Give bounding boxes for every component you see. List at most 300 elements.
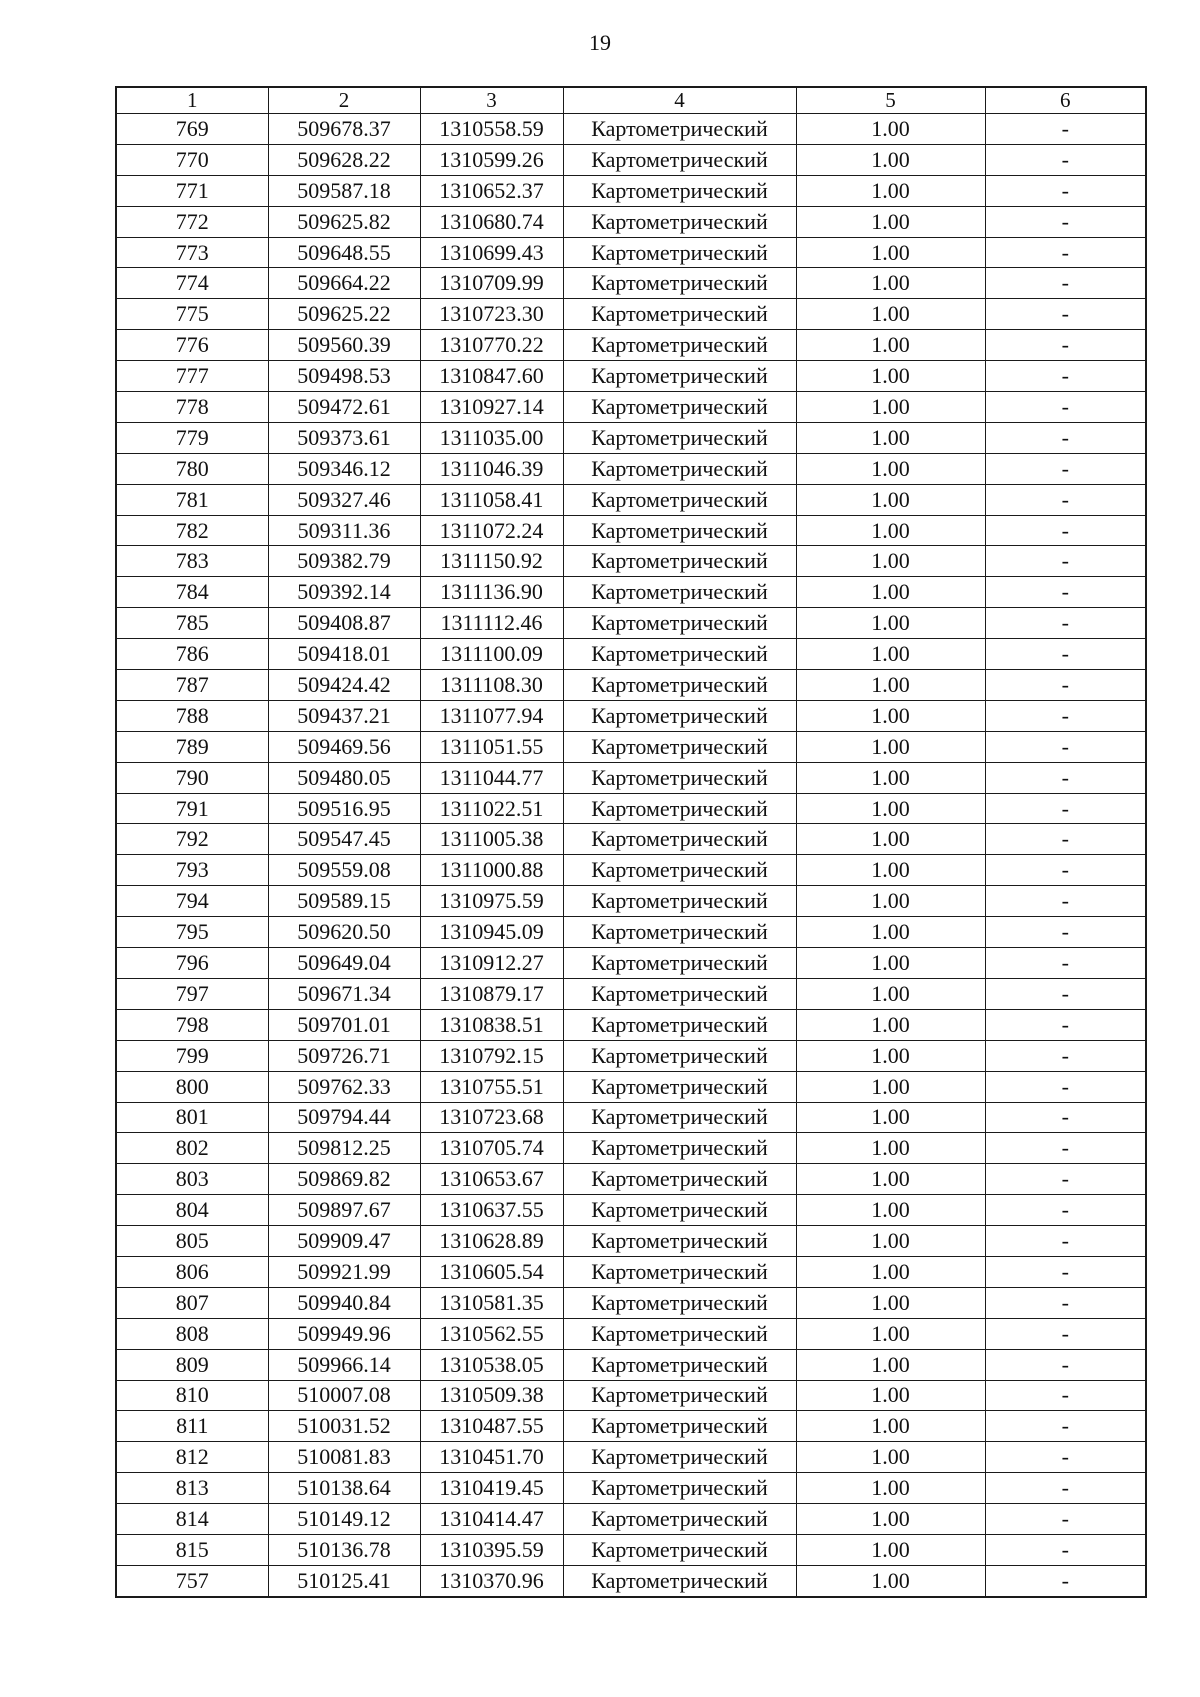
cell-x-coordinate: 509620.50 xyxy=(268,917,420,948)
cell-x-coordinate: 510138.64 xyxy=(268,1473,420,1504)
cell-y-coordinate: 1311136.90 xyxy=(420,577,563,608)
table-row xyxy=(116,639,1146,670)
column-header-2: 2 xyxy=(268,87,420,114)
cell-point-number: 789 xyxy=(116,731,268,762)
cell-accuracy: 1.00 xyxy=(796,1380,985,1411)
cell-accuracy: 1.00 xyxy=(796,144,985,175)
cell-note: - xyxy=(985,1102,1146,1133)
cell-note: - xyxy=(985,1195,1146,1226)
cell-point-number: 793 xyxy=(116,855,268,886)
cell-y-coordinate: 1310792.15 xyxy=(420,1040,563,1071)
coordinates-table xyxy=(115,86,1147,1598)
cell-point-number: 774 xyxy=(116,268,268,299)
cell-note: - xyxy=(985,515,1146,546)
cell-accuracy: 1.00 xyxy=(796,824,985,855)
cell-y-coordinate: 1311108.30 xyxy=(420,670,563,701)
cell-point-number: 777 xyxy=(116,361,268,392)
table-row xyxy=(116,855,1146,886)
cell-y-coordinate: 1310975.59 xyxy=(420,886,563,917)
cell-y-coordinate: 1311051.55 xyxy=(420,731,563,762)
cell-accuracy: 1.00 xyxy=(796,1195,985,1226)
cell-x-coordinate: 509664.22 xyxy=(268,268,420,299)
cell-x-coordinate: 509373.61 xyxy=(268,422,420,453)
cell-note: - xyxy=(985,978,1146,1009)
table-row xyxy=(116,1133,1146,1164)
cell-x-coordinate: 510081.83 xyxy=(268,1442,420,1473)
cell-method: Картометрический xyxy=(563,361,796,392)
cell-x-coordinate: 509327.46 xyxy=(268,484,420,515)
table-row xyxy=(116,948,1146,979)
cell-accuracy: 1.00 xyxy=(796,1349,985,1380)
cell-note: - xyxy=(985,361,1146,392)
table-row xyxy=(116,1565,1146,1596)
cell-y-coordinate: 1310879.17 xyxy=(420,978,563,1009)
cell-method: Картометрический xyxy=(563,1133,796,1164)
cell-method: Картометрический xyxy=(563,206,796,237)
table-row xyxy=(116,1009,1146,1040)
cell-x-coordinate: 509472.61 xyxy=(268,392,420,423)
table-row xyxy=(116,978,1146,1009)
cell-note: - xyxy=(985,1504,1146,1535)
table-row xyxy=(116,206,1146,237)
cell-accuracy: 1.00 xyxy=(796,453,985,484)
cell-y-coordinate: 1310770.22 xyxy=(420,330,563,361)
cell-accuracy: 1.00 xyxy=(796,1287,985,1318)
cell-y-coordinate: 1311046.39 xyxy=(420,453,563,484)
cell-method: Картометрический xyxy=(563,670,796,701)
cell-x-coordinate: 509418.01 xyxy=(268,639,420,670)
cell-y-coordinate: 1310538.05 xyxy=(420,1349,563,1380)
cell-point-number: 775 xyxy=(116,299,268,330)
cell-y-coordinate: 1310419.45 xyxy=(420,1473,563,1504)
table-row xyxy=(116,237,1146,268)
cell-y-coordinate: 1310581.35 xyxy=(420,1287,563,1318)
cell-method: Картометрический xyxy=(563,392,796,423)
cell-point-number: 776 xyxy=(116,330,268,361)
table-row xyxy=(116,546,1146,577)
cell-point-number: 798 xyxy=(116,1009,268,1040)
cell-method: Картометрический xyxy=(563,824,796,855)
cell-note: - xyxy=(985,700,1146,731)
cell-point-number: 808 xyxy=(116,1318,268,1349)
cell-x-coordinate: 509794.44 xyxy=(268,1102,420,1133)
cell-note: - xyxy=(985,855,1146,886)
cell-accuracy: 1.00 xyxy=(796,515,985,546)
table-row xyxy=(116,1380,1146,1411)
cell-method: Картометрический xyxy=(563,1009,796,1040)
cell-note: - xyxy=(985,670,1146,701)
cell-accuracy: 1.00 xyxy=(796,299,985,330)
table-row xyxy=(116,1349,1146,1380)
cell-point-number: 781 xyxy=(116,484,268,515)
cell-accuracy: 1.00 xyxy=(796,1040,985,1071)
table-row xyxy=(116,392,1146,423)
cell-x-coordinate: 509701.01 xyxy=(268,1009,420,1040)
cell-accuracy: 1.00 xyxy=(796,886,985,917)
cell-accuracy: 1.00 xyxy=(796,237,985,268)
cell-point-number: 811 xyxy=(116,1411,268,1442)
table-row xyxy=(116,1411,1146,1442)
cell-method: Картометрический xyxy=(563,1102,796,1133)
cell-point-number: 795 xyxy=(116,917,268,948)
cell-note: - xyxy=(985,268,1146,299)
table-row xyxy=(116,1256,1146,1287)
cell-x-coordinate: 509671.34 xyxy=(268,978,420,1009)
cell-y-coordinate: 1310370.96 xyxy=(420,1565,563,1596)
cell-x-coordinate: 509678.37 xyxy=(268,114,420,145)
cell-note: - xyxy=(985,206,1146,237)
cell-note: - xyxy=(985,1133,1146,1164)
cell-method: Картометрический xyxy=(563,639,796,670)
cell-x-coordinate: 509469.56 xyxy=(268,731,420,762)
cell-y-coordinate: 1310451.70 xyxy=(420,1442,563,1473)
cell-note: - xyxy=(985,422,1146,453)
cell-method: Картометрический xyxy=(563,793,796,824)
cell-y-coordinate: 1311058.41 xyxy=(420,484,563,515)
cell-note: - xyxy=(985,175,1146,206)
cell-y-coordinate: 1310847.60 xyxy=(420,361,563,392)
cell-y-coordinate: 1310637.55 xyxy=(420,1195,563,1226)
cell-point-number: 794 xyxy=(116,886,268,917)
cell-method: Картометрический xyxy=(563,515,796,546)
cell-x-coordinate: 509560.39 xyxy=(268,330,420,361)
cell-point-number: 807 xyxy=(116,1287,268,1318)
cell-method: Картометрический xyxy=(563,1411,796,1442)
table-row xyxy=(116,299,1146,330)
cell-y-coordinate: 1310562.55 xyxy=(420,1318,563,1349)
cell-accuracy: 1.00 xyxy=(796,484,985,515)
cell-y-coordinate: 1310653.67 xyxy=(420,1164,563,1195)
cell-note: - xyxy=(985,917,1146,948)
table-header xyxy=(116,87,1146,114)
table-row xyxy=(116,175,1146,206)
cell-note: - xyxy=(985,639,1146,670)
cell-point-number: 805 xyxy=(116,1226,268,1257)
table-row xyxy=(116,1071,1146,1102)
cell-y-coordinate: 1310414.47 xyxy=(420,1504,563,1535)
cell-y-coordinate: 1311035.00 xyxy=(420,422,563,453)
table-row xyxy=(116,886,1146,917)
cell-note: - xyxy=(985,793,1146,824)
cell-x-coordinate: 509921.99 xyxy=(268,1256,420,1287)
cell-x-coordinate: 509966.14 xyxy=(268,1349,420,1380)
cell-x-coordinate: 509480.05 xyxy=(268,762,420,793)
cell-accuracy: 1.00 xyxy=(796,1009,985,1040)
cell-point-number: 778 xyxy=(116,392,268,423)
table-row xyxy=(116,577,1146,608)
cell-note: - xyxy=(985,886,1146,917)
cell-point-number: 787 xyxy=(116,670,268,701)
table-row xyxy=(116,1164,1146,1195)
cell-point-number: 770 xyxy=(116,144,268,175)
cell-y-coordinate: 1311022.51 xyxy=(420,793,563,824)
table-row xyxy=(116,793,1146,824)
cell-accuracy: 1.00 xyxy=(796,1534,985,1565)
cell-y-coordinate: 1310652.37 xyxy=(420,175,563,206)
cell-x-coordinate: 509628.22 xyxy=(268,144,420,175)
cell-point-number: 786 xyxy=(116,639,268,670)
cell-point-number: 814 xyxy=(116,1504,268,1535)
column-header-6: 6 xyxy=(985,87,1146,114)
cell-point-number: 757 xyxy=(116,1565,268,1596)
cell-y-coordinate: 1310599.26 xyxy=(420,144,563,175)
cell-y-coordinate: 1310838.51 xyxy=(420,1009,563,1040)
cell-accuracy: 1.00 xyxy=(796,670,985,701)
cell-method: Картометрический xyxy=(563,422,796,453)
cell-point-number: 773 xyxy=(116,237,268,268)
cell-point-number: 813 xyxy=(116,1473,268,1504)
cell-x-coordinate: 509648.55 xyxy=(268,237,420,268)
cell-method: Картометрический xyxy=(563,731,796,762)
cell-method: Картометрический xyxy=(563,484,796,515)
cell-accuracy: 1.00 xyxy=(796,577,985,608)
cell-note: - xyxy=(985,1534,1146,1565)
cell-accuracy: 1.00 xyxy=(796,978,985,1009)
cell-x-coordinate: 509587.18 xyxy=(268,175,420,206)
cell-note: - xyxy=(985,1071,1146,1102)
cell-method: Картометрический xyxy=(563,175,796,206)
cell-accuracy: 1.00 xyxy=(796,1318,985,1349)
cell-method: Картометрический xyxy=(563,1442,796,1473)
cell-y-coordinate: 1310755.51 xyxy=(420,1071,563,1102)
cell-method: Картометрический xyxy=(563,1504,796,1535)
table-row xyxy=(116,515,1146,546)
cell-accuracy: 1.00 xyxy=(796,206,985,237)
cell-y-coordinate: 1310723.68 xyxy=(420,1102,563,1133)
cell-method: Картометрический xyxy=(563,546,796,577)
cell-accuracy: 1.00 xyxy=(796,175,985,206)
cell-accuracy: 1.00 xyxy=(796,1226,985,1257)
cell-point-number: 810 xyxy=(116,1380,268,1411)
cell-note: - xyxy=(985,484,1146,515)
table-row xyxy=(116,762,1146,793)
cell-x-coordinate: 509424.42 xyxy=(268,670,420,701)
cell-accuracy: 1.00 xyxy=(796,1256,985,1287)
cell-note: - xyxy=(985,1009,1146,1040)
cell-note: - xyxy=(985,330,1146,361)
cell-y-coordinate: 1310705.74 xyxy=(420,1133,563,1164)
cell-note: - xyxy=(985,1164,1146,1195)
cell-accuracy: 1.00 xyxy=(796,608,985,639)
cell-method: Картометрический xyxy=(563,1256,796,1287)
cell-accuracy: 1.00 xyxy=(796,546,985,577)
cell-y-coordinate: 1310509.38 xyxy=(420,1380,563,1411)
cell-x-coordinate: 509392.14 xyxy=(268,577,420,608)
table-row xyxy=(116,1226,1146,1257)
cell-y-coordinate: 1311000.88 xyxy=(420,855,563,886)
cell-y-coordinate: 1311150.92 xyxy=(420,546,563,577)
cell-y-coordinate: 1310699.43 xyxy=(420,237,563,268)
cell-y-coordinate: 1311077.94 xyxy=(420,700,563,731)
table-row xyxy=(116,670,1146,701)
cell-accuracy: 1.00 xyxy=(796,1102,985,1133)
column-header-1: 1 xyxy=(116,87,268,114)
cell-point-number: 769 xyxy=(116,114,268,145)
cell-x-coordinate: 509726.71 xyxy=(268,1040,420,1071)
cell-point-number: 782 xyxy=(116,515,268,546)
cell-x-coordinate: 509408.87 xyxy=(268,608,420,639)
cell-point-number: 783 xyxy=(116,546,268,577)
cell-method: Картометрический xyxy=(563,948,796,979)
cell-x-coordinate: 509625.82 xyxy=(268,206,420,237)
cell-x-coordinate: 510007.08 xyxy=(268,1380,420,1411)
cell-method: Картометрический xyxy=(563,268,796,299)
cell-method: Картометрический xyxy=(563,577,796,608)
table-row xyxy=(116,824,1146,855)
cell-y-coordinate: 1311005.38 xyxy=(420,824,563,855)
cell-point-number: 796 xyxy=(116,948,268,979)
cell-y-coordinate: 1311072.24 xyxy=(420,515,563,546)
header-row xyxy=(116,87,1146,114)
cell-y-coordinate: 1311100.09 xyxy=(420,639,563,670)
cell-x-coordinate: 509498.53 xyxy=(268,361,420,392)
cell-accuracy: 1.00 xyxy=(796,731,985,762)
cell-x-coordinate: 509589.15 xyxy=(268,886,420,917)
cell-note: - xyxy=(985,1287,1146,1318)
cell-note: - xyxy=(985,1349,1146,1380)
cell-accuracy: 1.00 xyxy=(796,793,985,824)
cell-note: - xyxy=(985,1318,1146,1349)
cell-accuracy: 1.00 xyxy=(796,1071,985,1102)
cell-point-number: 772 xyxy=(116,206,268,237)
cell-y-coordinate: 1310927.14 xyxy=(420,392,563,423)
cell-note: - xyxy=(985,453,1146,484)
cell-accuracy: 1.00 xyxy=(796,1442,985,1473)
cell-method: Картометрический xyxy=(563,700,796,731)
cell-x-coordinate: 510149.12 xyxy=(268,1504,420,1535)
cell-point-number: 803 xyxy=(116,1164,268,1195)
cell-accuracy: 1.00 xyxy=(796,330,985,361)
cell-note: - xyxy=(985,762,1146,793)
cell-point-number: 809 xyxy=(116,1349,268,1380)
cell-x-coordinate: 509869.82 xyxy=(268,1164,420,1195)
cell-accuracy: 1.00 xyxy=(796,1473,985,1504)
table-row xyxy=(116,1473,1146,1504)
table-row xyxy=(116,484,1146,515)
cell-x-coordinate: 509311.36 xyxy=(268,515,420,546)
table-row xyxy=(116,1102,1146,1133)
cell-point-number: 815 xyxy=(116,1534,268,1565)
cell-y-coordinate: 1310605.54 xyxy=(420,1256,563,1287)
cell-point-number: 799 xyxy=(116,1040,268,1071)
table-row xyxy=(116,731,1146,762)
cell-y-coordinate: 1311112.46 xyxy=(420,608,563,639)
cell-y-coordinate: 1310912.27 xyxy=(420,948,563,979)
cell-x-coordinate: 509940.84 xyxy=(268,1287,420,1318)
cell-note: - xyxy=(985,1442,1146,1473)
cell-x-coordinate: 509649.04 xyxy=(268,948,420,979)
cell-method: Картометрический xyxy=(563,1040,796,1071)
cell-accuracy: 1.00 xyxy=(796,855,985,886)
cell-x-coordinate: 509625.22 xyxy=(268,299,420,330)
cell-method: Картометрический xyxy=(563,1380,796,1411)
cell-note: - xyxy=(985,1040,1146,1071)
cell-x-coordinate: 509516.95 xyxy=(268,793,420,824)
cell-method: Картометрический xyxy=(563,855,796,886)
cell-point-number: 785 xyxy=(116,608,268,639)
cell-x-coordinate: 510031.52 xyxy=(268,1411,420,1442)
cell-point-number: 771 xyxy=(116,175,268,206)
cell-point-number: 790 xyxy=(116,762,268,793)
cell-method: Картометрический xyxy=(563,978,796,1009)
cell-point-number: 791 xyxy=(116,793,268,824)
cell-method: Картометрический xyxy=(563,1534,796,1565)
cell-method: Картометрический xyxy=(563,114,796,145)
cell-x-coordinate: 509559.08 xyxy=(268,855,420,886)
table-row xyxy=(116,1442,1146,1473)
cell-y-coordinate: 1310395.59 xyxy=(420,1534,563,1565)
cell-accuracy: 1.00 xyxy=(796,917,985,948)
cell-y-coordinate: 1310487.55 xyxy=(420,1411,563,1442)
cell-point-number: 792 xyxy=(116,824,268,855)
cell-accuracy: 1.00 xyxy=(796,268,985,299)
cell-note: - xyxy=(985,608,1146,639)
cell-x-coordinate: 509547.45 xyxy=(268,824,420,855)
cell-note: - xyxy=(985,546,1146,577)
cell-note: - xyxy=(985,237,1146,268)
cell-method: Картометрический xyxy=(563,1318,796,1349)
cell-accuracy: 1.00 xyxy=(796,762,985,793)
table-row xyxy=(116,144,1146,175)
table-row xyxy=(116,1534,1146,1565)
table-row xyxy=(116,422,1146,453)
column-header-4: 4 xyxy=(563,87,796,114)
table-row xyxy=(116,361,1146,392)
cell-x-coordinate: 509346.12 xyxy=(268,453,420,484)
cell-method: Картометрический xyxy=(563,1349,796,1380)
cell-y-coordinate: 1310723.30 xyxy=(420,299,563,330)
cell-method: Картометрический xyxy=(563,1287,796,1318)
cell-method: Картометрический xyxy=(563,237,796,268)
column-header-3: 3 xyxy=(420,87,563,114)
cell-accuracy: 1.00 xyxy=(796,700,985,731)
cell-method: Картометрический xyxy=(563,608,796,639)
cell-accuracy: 1.00 xyxy=(796,422,985,453)
cell-method: Картометрический xyxy=(563,1164,796,1195)
table-body xyxy=(116,114,1146,1597)
cell-accuracy: 1.00 xyxy=(796,361,985,392)
cell-accuracy: 1.00 xyxy=(796,1411,985,1442)
page-number: 19 xyxy=(589,30,611,55)
cell-note: - xyxy=(985,1473,1146,1504)
cell-note: - xyxy=(985,577,1146,608)
cell-method: Картометрический xyxy=(563,1071,796,1102)
cell-x-coordinate: 509812.25 xyxy=(268,1133,420,1164)
cell-x-coordinate: 509762.33 xyxy=(268,1071,420,1102)
cell-method: Картометрический xyxy=(563,1195,796,1226)
cell-method: Картометрический xyxy=(563,917,796,948)
cell-x-coordinate: 509949.96 xyxy=(268,1318,420,1349)
cell-method: Картометрический xyxy=(563,1565,796,1596)
cell-x-coordinate: 510136.78 xyxy=(268,1534,420,1565)
table-row xyxy=(116,1504,1146,1535)
cell-note: - xyxy=(985,1256,1146,1287)
table-row xyxy=(116,330,1146,361)
cell-accuracy: 1.00 xyxy=(796,639,985,670)
cell-accuracy: 1.00 xyxy=(796,1504,985,1535)
table-row xyxy=(116,268,1146,299)
cell-x-coordinate: 509909.47 xyxy=(268,1226,420,1257)
cell-note: - xyxy=(985,1565,1146,1596)
cell-accuracy: 1.00 xyxy=(796,1565,985,1596)
cell-method: Картометрический xyxy=(563,453,796,484)
table-row xyxy=(116,700,1146,731)
cell-x-coordinate: 509437.21 xyxy=(268,700,420,731)
cell-y-coordinate: 1310628.89 xyxy=(420,1226,563,1257)
cell-method: Картометрический xyxy=(563,1226,796,1257)
cell-accuracy: 1.00 xyxy=(796,392,985,423)
cell-method: Картометрический xyxy=(563,299,796,330)
